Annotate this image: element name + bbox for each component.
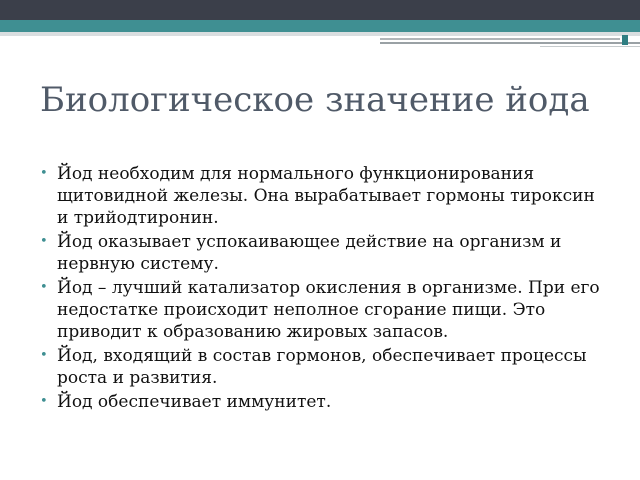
decor-line <box>380 42 640 44</box>
bullet-dot-icon: • <box>40 348 48 363</box>
bullet-item <box>40 231 610 275</box>
bullet-list <box>40 163 610 413</box>
bullet-text: Йод необходим для нормального функционирования щитовидной железы. Она вырабатывает гормоны тироксин и трийодтиронин. <box>57 164 595 228</box>
bullet-item <box>40 345 610 389</box>
bullet-item <box>40 277 610 343</box>
slide-title: Биологическое значение йода <box>40 80 590 120</box>
bullet-text: Йод, входящий в состав гормонов, обеспечивает процессы роста и развития. <box>57 346 587 388</box>
bullet-dot-icon: • <box>40 166 48 181</box>
header-band-light <box>0 32 640 36</box>
bullet-text: Йод – лучший катализатор окисления в организме. При его недостатке происходит неполное сгорание пищи. Это приводит к образованию жировых запасов. <box>57 278 600 342</box>
bullet-text: Йод обеспечивает иммунитет. <box>57 392 332 412</box>
bullet-item <box>40 391 610 413</box>
decor-line <box>380 38 620 40</box>
header-band-accent <box>0 20 640 32</box>
slide-content <box>40 163 610 415</box>
bullet-dot-icon: • <box>40 280 48 295</box>
bullet-dot-icon: • <box>40 394 48 409</box>
decor-line <box>540 46 640 47</box>
bullet-text: Йод оказывает успокаивающее действие на организм и нервную систему. <box>57 232 562 274</box>
corner-accent <box>622 35 628 45</box>
bullet-item <box>40 163 610 229</box>
header-band-dark <box>0 0 640 20</box>
bullet-dot-icon: • <box>40 234 48 249</box>
